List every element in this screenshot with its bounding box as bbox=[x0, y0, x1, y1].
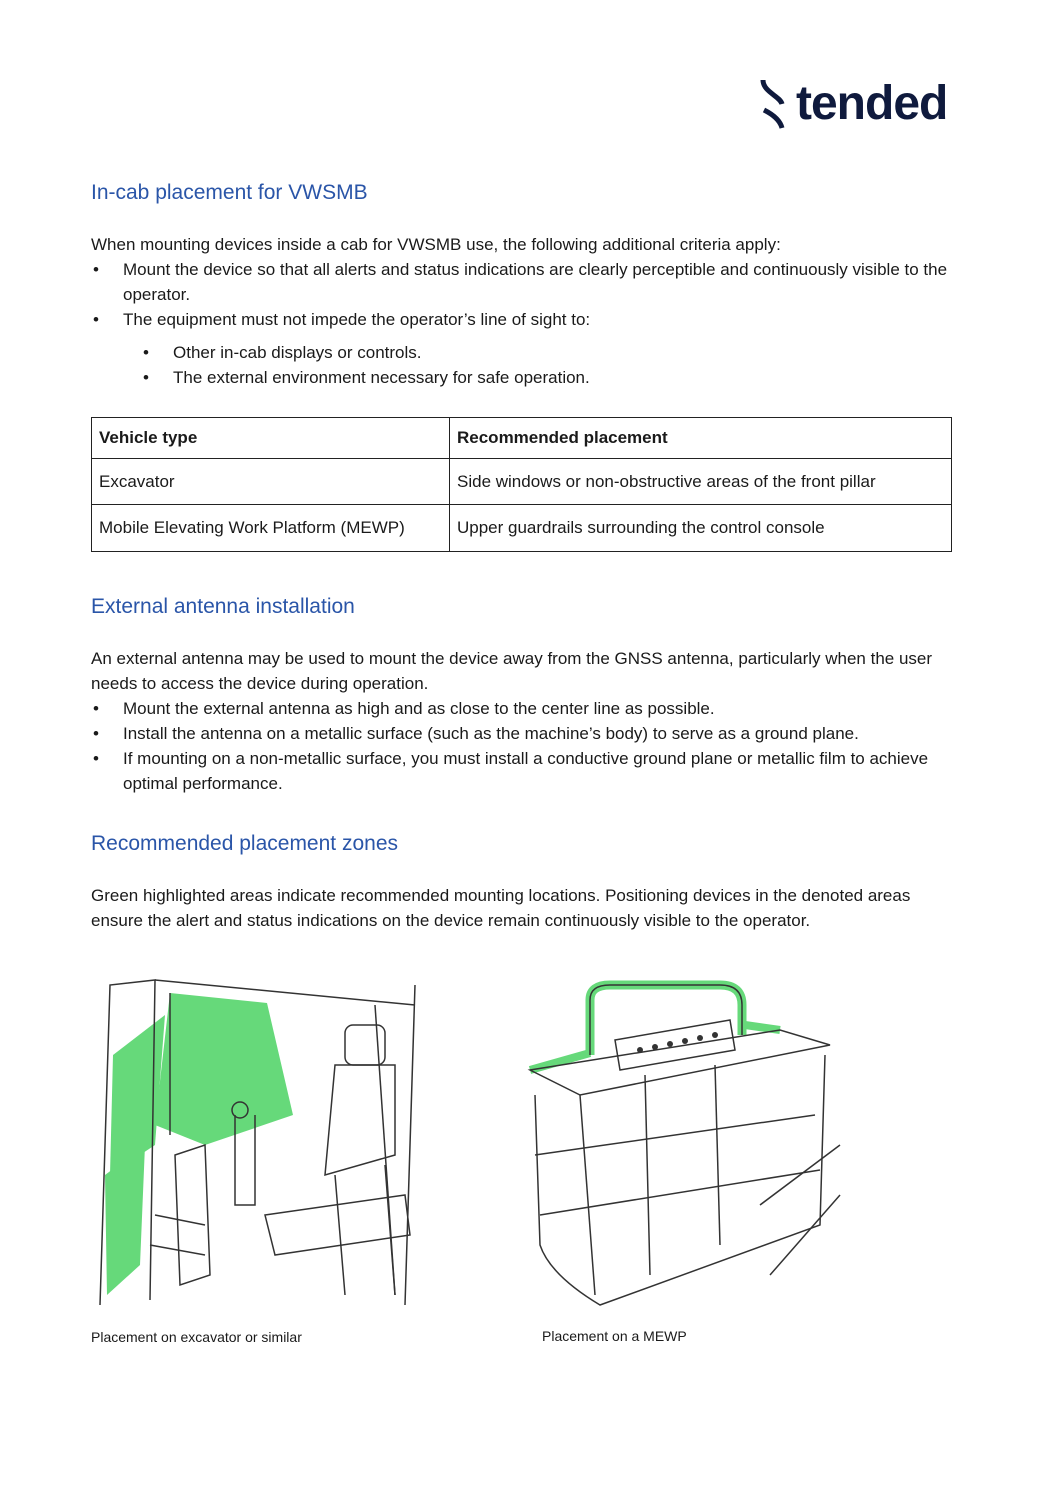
excavator-cab-illustration bbox=[95, 975, 420, 1307]
tended-logo bbox=[758, 78, 947, 130]
table-header: Recommended placement bbox=[450, 418, 952, 459]
list-item: • The equipment must not impede the operator’s line of sight to: bbox=[91, 307, 951, 332]
tended-logo-icon bbox=[758, 78, 788, 130]
logo-text: tended bbox=[796, 77, 948, 130]
table-cell: Side windows or non-obstructive areas of the front pillar bbox=[450, 459, 952, 505]
figure-caption: Placement on excavator or similar bbox=[91, 1329, 302, 1345]
section-heading-in-cab: In-cab placement for VWSMB bbox=[91, 181, 368, 204]
antenna-text bbox=[91, 646, 951, 796]
table-cell: Excavator bbox=[92, 459, 450, 505]
table-header: Vehicle type bbox=[92, 418, 450, 459]
table-cell: Mobile Elevating Work Platform (MEWP) bbox=[92, 505, 450, 552]
paragraph: Green highlighted areas indicate recommended mounting locations. Positioning devices in the denoted areas ensure the alert and status indications on the device remain continuously visible to the operator. bbox=[91, 886, 911, 930]
placement-table bbox=[91, 417, 952, 552]
paragraph: When mounting devices inside a cab for VWSMB use, the following additional criteria apply: bbox=[91, 235, 781, 254]
bullet-list bbox=[91, 696, 951, 796]
section-heading-antenna: External antenna installation bbox=[91, 595, 355, 618]
mewp-platform-illustration bbox=[520, 975, 845, 1315]
table-row bbox=[92, 459, 952, 505]
figure-caption: Placement on a MEWP bbox=[542, 1328, 687, 1344]
table-cell: Upper guardrails surrounding the control console bbox=[450, 505, 952, 552]
list-item: • Mount the external antenna as high and as close to the center line as possible. bbox=[91, 696, 951, 721]
paragraph: An external antenna may be used to mount the device away from the GNSS antenna, particularly when the user needs to access the device during operation. bbox=[91, 649, 933, 693]
bullet-list bbox=[91, 257, 951, 332]
table-header-row bbox=[92, 418, 952, 459]
section-heading-zones: Recommended placement zones bbox=[91, 832, 399, 855]
list-item: • Other in-cab displays or controls. bbox=[91, 340, 951, 365]
list-item: • The external environment necessary for safe operation. bbox=[91, 365, 951, 390]
sub-bullet-list bbox=[91, 340, 951, 390]
table-row bbox=[92, 505, 952, 552]
list-item: • If mounting on a non-metallic surface, you must install a conductive ground plane or metallic film to achieve optimal performance. bbox=[91, 746, 951, 796]
list-item: • Mount the device so that all alerts and status indications are clearly perceptible and continuously visible to the operator. bbox=[91, 257, 951, 307]
in-cab-text bbox=[91, 232, 951, 390]
list-item: • Install the antenna on a metallic surface (such as the machine’s body) to serve as a ground plane. bbox=[91, 721, 951, 746]
